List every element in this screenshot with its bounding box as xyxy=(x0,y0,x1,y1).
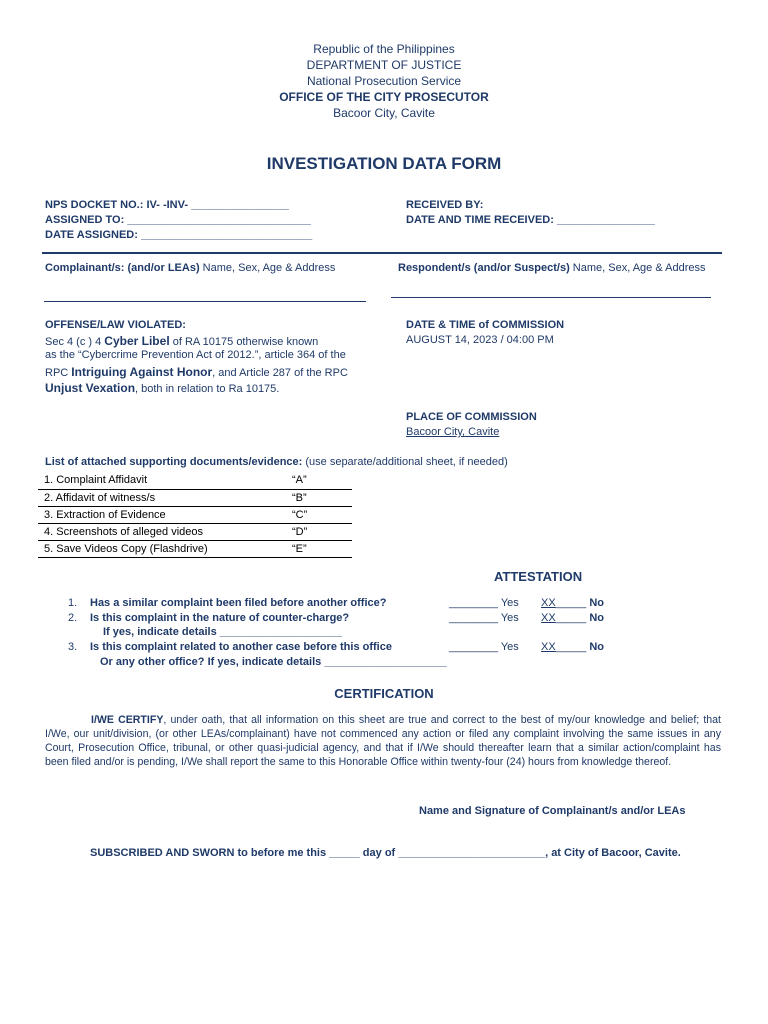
table-row xyxy=(38,506,352,523)
q2-number: 2. xyxy=(68,612,78,624)
q1-text: Has a similar complaint been filed before another office? xyxy=(90,597,387,609)
offense-ra: of RA 10175 otherwise known xyxy=(169,336,319,348)
document-name: 1. Complaint Affidavit xyxy=(38,472,292,489)
certification-text: , under oath, that all information on this sheet are true and correct to the best of my/our knowledge and belief; that I/We, our unit/division, (or other LEAs/complainant) have not commenced any action or filed any complaint involving the same issues in any Court, Prosecution Office, tribunal, or other quasi-judicial agency, and that if I/We should thereafter learn that a similar action/complaint has been filed and/or is pending, I/We shall report the same to this Honorable Office within twenty-four (24) hours from knowledge thereof. xyxy=(45,714,721,768)
commission-date-label: DATE & TIME of COMMISSION xyxy=(406,319,565,331)
q1-yes-blank: ________ xyxy=(449,597,498,609)
commission-place-label: PLACE OF COMMISSION xyxy=(406,411,537,423)
table-row xyxy=(38,472,352,489)
signature-label: Name and Signature of Complainant/s and/or LEAs xyxy=(419,805,686,817)
q3-no: No xyxy=(589,641,605,653)
assigned-to: ASSIGNED TO: ______________________________ xyxy=(45,214,311,226)
q2-yes: Yes xyxy=(500,612,519,624)
q2-yes-answer xyxy=(449,612,519,624)
date-assigned: DATE ASSIGNED: ____________________________ xyxy=(45,229,313,241)
certification-heading: CERTIFICATION xyxy=(334,686,434,701)
document-mark: “B” xyxy=(292,489,352,506)
offense-unjust: Unjust Vexation xyxy=(45,381,136,395)
q3-yes-answer xyxy=(449,641,519,653)
complainant-line xyxy=(44,301,366,302)
offense-intriguing: Intriguing Against Honor xyxy=(71,365,213,379)
offense-sec: Sec 4 (c ) 4 xyxy=(45,336,105,348)
commission-place-value: Bacoor City, Cavite xyxy=(406,426,500,438)
section-divider xyxy=(42,252,722,254)
table-row xyxy=(38,489,352,506)
q2-details: If yes, indicate details ____________________ xyxy=(103,626,343,638)
complainant-label-bold: Complainant/s: (and/or LEAs) xyxy=(45,262,200,274)
complainant-label xyxy=(45,262,335,274)
q3-no-blank: _____ xyxy=(555,641,587,653)
header-department: DEPARTMENT OF JUSTICE xyxy=(306,58,462,72)
q3-text: Is this complaint related to another case before this office xyxy=(90,641,392,653)
header-city: Bacoor City, Cavite xyxy=(333,106,435,120)
respondent-label xyxy=(398,262,706,274)
q3-no-answer xyxy=(541,641,604,653)
q2-no-mark: XX xyxy=(541,612,556,624)
table-row xyxy=(38,523,352,540)
document-name: 5. Save Videos Copy (Flashdrive) xyxy=(38,540,292,557)
document-mark: “E” xyxy=(292,540,352,557)
document-mark: “D” xyxy=(292,523,352,540)
document-name: 2. Affidavit of witness/s xyxy=(38,489,292,506)
document-mark: “A” xyxy=(292,472,352,489)
q1-yes: Yes xyxy=(500,597,519,609)
q1-no-mark: XX xyxy=(541,597,556,609)
received-by: RECEIVED BY: xyxy=(406,199,484,211)
q2-text: Is this complaint in the nature of counter-charge? xyxy=(90,612,350,624)
q1-yes-answer xyxy=(449,597,519,609)
offense-line-1 xyxy=(45,334,318,348)
offense-rpc: RPC xyxy=(45,367,72,379)
sworn-statement: SUBSCRIBED AND SWORN to before me this _____ day of ________________________, at City of Bacoor, Cavite. xyxy=(90,847,681,859)
header-service: National Prosecution Service xyxy=(306,74,462,88)
document-mark: “C” xyxy=(292,506,352,523)
documents-label xyxy=(45,456,508,468)
offense-article: , and Article 287 of the RPC xyxy=(212,367,348,379)
offense-line-3 xyxy=(45,365,348,379)
q3-yes: Yes xyxy=(500,641,519,653)
q1-no-answer xyxy=(541,597,604,609)
offense-label: OFFENSE/LAW VIOLATED: xyxy=(45,319,186,331)
docket-number: NPS DOCKET NO.: IV- -INV- ________________ xyxy=(45,199,289,211)
certification-lead: I/WE CERTIFY xyxy=(91,714,164,726)
documents-label-rest: (use separate/additional sheet, if needed) xyxy=(302,456,508,468)
q1-no-blank: _____ xyxy=(555,597,587,609)
offense-relation: , both in relation to Ra 10175. xyxy=(135,383,280,395)
q1-number: 1. xyxy=(68,597,78,609)
commission-date-value: AUGUST 14, 2023 / 04:00 PM xyxy=(406,334,554,346)
offense-cyber-libel: Cyber Libel xyxy=(104,334,170,348)
q3-no-mark: XX xyxy=(541,641,556,653)
header-office: OFFICE OF THE CITY PROSECUTOR xyxy=(279,90,489,104)
complainant-label-rest: Name, Sex, Age & Address xyxy=(199,262,336,274)
document-name: 4. Screenshots of alleged videos xyxy=(38,523,292,540)
attestation-heading: ATTESTATION xyxy=(494,569,583,584)
header-republic: Republic of the Philippines xyxy=(313,42,455,56)
offense-line-2: as the “Cybercrime Prevention Act of 2012.”, article 364 of the xyxy=(45,349,346,361)
q1-no: No xyxy=(589,597,605,609)
q3-number: 3. xyxy=(68,641,78,653)
offense-line-4 xyxy=(45,381,279,395)
q3-details: Or any other office? If yes, indicate details ____________________ xyxy=(100,656,447,668)
table-row xyxy=(38,540,352,557)
q3-yes-blank: ________ xyxy=(449,641,498,653)
q2-no: No xyxy=(589,612,605,624)
documents-table xyxy=(38,472,352,558)
respondent-line xyxy=(391,297,711,298)
respondent-label-bold: Respondent/s (and/or Suspect/s) xyxy=(398,262,570,274)
document-name: 3. Extraction of Evidence xyxy=(38,506,292,523)
documents-label-bold: List of attached supporting documents/evidence: xyxy=(45,456,303,468)
q2-no-blank: _____ xyxy=(555,612,587,624)
respondent-label-rest: Name, Sex, Age & Address xyxy=(569,262,706,274)
form-title: INVESTIGATION DATA FORM xyxy=(266,154,502,173)
certification-body xyxy=(45,713,721,769)
q2-no-answer xyxy=(541,612,604,624)
date-received: DATE AND TIME RECEIVED: ________________ xyxy=(406,214,655,226)
q2-yes-blank: ________ xyxy=(449,612,498,624)
